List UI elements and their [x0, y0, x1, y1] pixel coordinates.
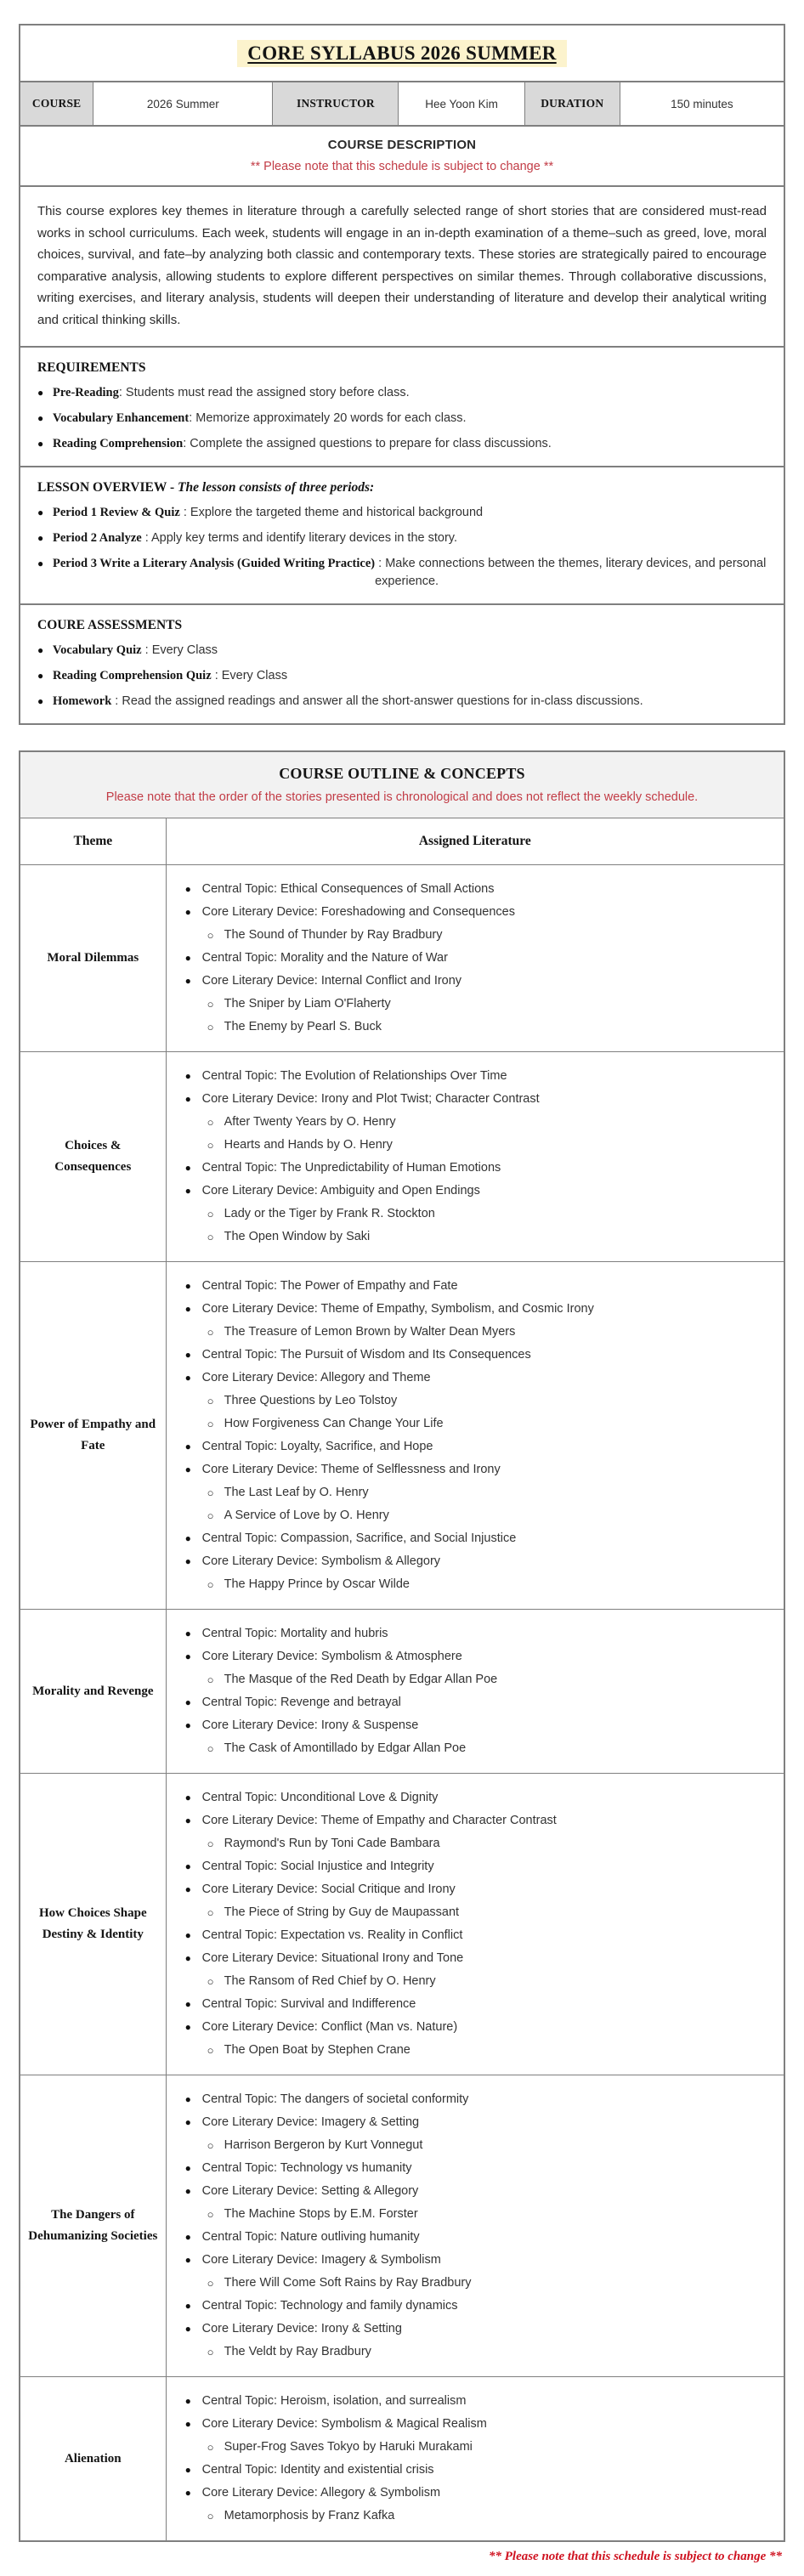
topic-bullet-icon: ●: [184, 1280, 191, 1292]
topic-text: Core Literary Device: Ambiguity and Open Endings: [201, 1184, 480, 1197]
topic-text: Core Literary Device: Situational Irony and Tone: [201, 1951, 464, 1965]
theme-cell: Choices & Consequences: [54, 1139, 132, 1174]
story-line: [207, 2272, 772, 2295]
story-title: Lady or the Tiger by Frank R. Stockton: [224, 1207, 435, 1220]
syllabus-info-table: [19, 24, 785, 725]
outline-row: [20, 1773, 784, 2075]
topic-line: [185, 2249, 772, 2272]
story-title: Three Questions by Leo Tolstoy: [224, 1394, 398, 1407]
story-title: The Masque of the Red Death by Edgar Allan Poe: [224, 1673, 498, 1686]
story-line: [207, 1321, 772, 1344]
item-label: Homework: [53, 694, 112, 708]
topic-line: [185, 2482, 772, 2505]
topic-line: [185, 1878, 772, 1901]
topic-text: Core Literary Device: Imagery & Setting: [201, 2115, 420, 2129]
description-header: [20, 125, 784, 185]
topic-bullet-icon: ●: [184, 2464, 191, 2476]
list-item: [37, 384, 767, 402]
story-line: [207, 1413, 772, 1435]
story-circle-icon: ○: [207, 1486, 214, 1499]
theme-cell: The Dangers of Dehumanizing Societies: [28, 2208, 158, 2243]
story-line: [207, 2436, 772, 2459]
topic-line: [185, 1344, 772, 1367]
topic-line: [185, 2157, 772, 2180]
topic-bullet-icon: ●: [184, 1532, 191, 1544]
topic-bullet-icon: ●: [184, 1185, 191, 1197]
course-outline-table: [19, 750, 785, 2542]
topic-line: [185, 970, 772, 993]
topic-bullet-icon: ●: [184, 1696, 191, 1708]
topic-line: [185, 1622, 772, 1645]
item-label: Reading Comprehension: [53, 437, 184, 450]
story-line: [207, 1504, 772, 1527]
lesson-overview-title: LESSON OVERVIEW: [37, 480, 167, 495]
topic-text: Core Literary Device: Allegory & Symbolism: [201, 2486, 441, 2500]
topic-text: Central Topic: Morality and the Nature of War: [201, 951, 448, 965]
story-line: [207, 1226, 772, 1248]
topic-bullet-icon: ●: [184, 2093, 191, 2105]
topic-bullet-icon: ●: [184, 1372, 191, 1384]
item-label: Vocabulary Enhancement: [53, 411, 190, 425]
story-circle-icon: ○: [207, 1742, 214, 1755]
story-circle-icon: ○: [207, 2346, 214, 2358]
topic-bullet-icon: ●: [184, 1815, 191, 1826]
topic-text: Core Literary Device: Social Critique and Irony: [201, 1882, 456, 1896]
story-title: The Treasure of Lemon Brown by Walter Dean Myers: [224, 1325, 516, 1339]
topic-bullet-icon: ●: [184, 1464, 191, 1475]
topic-bullet-icon: ●: [184, 1952, 191, 1964]
story-title: The Machine Stops by E.M. Forster: [224, 2207, 418, 2221]
topic-line: [185, 1088, 772, 1111]
topic-bullet-icon: ●: [184, 2021, 191, 2033]
topic-line: [185, 2295, 772, 2318]
item-label: Reading Comprehension Quiz: [53, 669, 212, 682]
requirements-section: [20, 346, 784, 466]
topic-text: Core Literary Device: Theme of Empathy and Character Contrast: [201, 1814, 557, 1827]
topic-bullet-icon: ●: [184, 2418, 191, 2430]
topic-bullet-icon: ●: [184, 2487, 191, 2499]
item-text: : Complete the assigned questions to prepare for class discussions.: [183, 437, 552, 450]
story-title: There Will Come Soft Rains by Ray Bradbury: [224, 2276, 472, 2290]
lesson-overview-subtitle: The lesson consists of three periods:: [178, 480, 375, 495]
topic-bullet-icon: ●: [184, 1929, 191, 1941]
assessments-list: [37, 642, 767, 711]
item-text: : Every Class: [141, 643, 218, 657]
story-circle-icon: ○: [207, 929, 214, 942]
outline-row: [20, 864, 784, 1051]
story-line: [207, 2203, 772, 2226]
topic-text: Central Topic: The Power of Empathy and Fate: [201, 1279, 458, 1293]
outline-column-header: [20, 818, 784, 864]
story-circle-icon: ○: [207, 1418, 214, 1430]
topic-line: [185, 2413, 772, 2436]
topic-line: [185, 1993, 772, 2016]
topic-text: Central Topic: Heroism, isolation, and surrealism: [201, 2394, 467, 2408]
topic-text: Central Topic: The Evolution of Relationships Over Time: [201, 1069, 507, 1083]
topic-line: [185, 878, 772, 901]
theme-cell: How Choices Shape Destiny & Identity: [38, 1906, 147, 1941]
lesson-overview-heading: [37, 478, 767, 496]
topic-text: Central Topic: Mortality and hubris: [201, 1627, 388, 1640]
outline-row: [20, 1261, 784, 1609]
story-title: A Service of Love by O. Henry: [224, 1509, 389, 1522]
topic-line: [185, 1298, 772, 1321]
topic-text: Core Literary Device: Conflict (Man vs. Nature): [201, 2020, 458, 2034]
topic-line: [185, 1157, 772, 1180]
outline-row: [20, 2376, 784, 2540]
topic-text: Central Topic: Technology vs humanity: [201, 2161, 412, 2175]
topic-bullet-icon: ●: [184, 1162, 191, 1174]
topic-text: Core Literary Device: Theme of Selflessness and Irony: [201, 1463, 501, 1476]
course-label: COURSE: [20, 82, 93, 125]
topic-line: [185, 901, 772, 924]
story-title: Raymond's Run by Toni Cade Bambara: [224, 1837, 440, 1850]
topic-text: Central Topic: Technology and family dynamics: [201, 2299, 458, 2313]
topic-bullet-icon: ●: [184, 2231, 191, 2243]
topic-text: Core Literary Device: Symbolism & Allegory: [201, 1554, 441, 1568]
assessments-section: [20, 603, 784, 723]
story-circle-icon: ○: [207, 2139, 214, 2152]
story-line: [207, 1134, 772, 1157]
item-text: : Read the assigned readings and answer all the short-answer questions for in-class discussions.: [111, 694, 643, 708]
story-circle-icon: ○: [207, 1673, 214, 1686]
topic-line: [185, 2390, 772, 2413]
topic-bullet-icon: ●: [184, 952, 191, 964]
story-circle-icon: ○: [207, 2277, 214, 2290]
story-circle-icon: ○: [207, 2208, 214, 2221]
topic-line: [185, 2016, 772, 2039]
story-line: [207, 1016, 772, 1039]
item-label: Vocabulary Quiz: [53, 643, 142, 657]
topic-line: [185, 1435, 772, 1458]
story-circle-icon: ○: [207, 1326, 214, 1339]
topic-text: Central Topic: Compassion, Sacrifice, and Social Injustice: [201, 1531, 517, 1545]
topic-line: [185, 1947, 772, 1970]
table-gap: [19, 725, 785, 750]
literature-cell: [166, 1262, 784, 1609]
outline-row: [20, 1609, 784, 1773]
lesson-overview-list: [37, 504, 770, 591]
topic-line: [185, 1367, 772, 1390]
story-line: [207, 1203, 772, 1226]
story-circle-icon: ○: [207, 1906, 214, 1919]
topic-line: [185, 1855, 772, 1878]
topic-line: [185, 1275, 772, 1298]
literature-cell: [166, 2377, 784, 2540]
topic-text: Central Topic: Expectation vs. Reality in Conflict: [201, 1928, 463, 1942]
topic-bullet-icon: ●: [184, 2395, 191, 2407]
topic-bullet-icon: ●: [184, 975, 191, 987]
outline-row: [20, 2075, 784, 2376]
schedule-change-note: ** Please note that this schedule is subject to change **: [250, 160, 554, 173]
topic-line: [185, 1924, 772, 1947]
topic-line: [185, 1786, 772, 1809]
topic-text: Core Literary Device: Setting & Allegory: [201, 2184, 419, 2198]
story-title: The Cask of Amontillado by Edgar Allan Poe: [224, 1741, 467, 1755]
topic-text: Core Literary Device: Irony and Plot Twist; Character Contrast: [201, 1092, 540, 1106]
topic-line: [185, 2318, 772, 2341]
story-circle-icon: ○: [207, 1395, 214, 1407]
assessments-heading: COURE ASSESSMENTS: [37, 618, 183, 632]
topic-text: Central Topic: Identity and existential crisis: [201, 2463, 434, 2477]
literature-column-header: Assigned Literature: [166, 818, 784, 864]
topic-text: Central Topic: Revenge and betrayal: [201, 1696, 401, 1709]
story-title: The Happy Prince by Oscar Wilde: [224, 1577, 410, 1591]
topic-line: [185, 1550, 772, 1573]
topic-line: [185, 1645, 772, 1668]
story-title: The Enemy by Pearl S. Buck: [224, 1020, 382, 1033]
topic-bullet-icon: ●: [184, 2300, 191, 2312]
item-label: Pre-Reading: [53, 386, 119, 399]
bullet-icon: ●: [37, 507, 44, 518]
story-circle-icon: ○: [207, 1578, 214, 1591]
item-label: Period 1 Review & Quiz: [53, 506, 180, 519]
topic-line: [185, 2459, 772, 2482]
topic-bullet-icon: ●: [184, 2162, 191, 2174]
story-line: [207, 1573, 772, 1596]
list-item: [37, 693, 767, 711]
topic-line: [185, 2226, 772, 2249]
item-label: Period 2 Analyze: [53, 531, 142, 545]
list-item: [37, 410, 767, 427]
story-line: [207, 1832, 772, 1855]
outline-header: [20, 752, 784, 818]
topic-text: Central Topic: Social Injustice and Integrity: [201, 1860, 434, 1873]
item-text: : Make connections between the themes, literary devices, and personal experience.: [375, 557, 770, 588]
topic-bullet-icon: ●: [184, 1093, 191, 1105]
bullet-icon: ●: [37, 644, 44, 656]
story-title: How Forgiveness Can Change Your Life: [224, 1417, 444, 1430]
item-text: : Memorize approximately 20 words for each class.: [189, 411, 467, 425]
story-line: [207, 2039, 772, 2062]
story-line: [207, 1111, 772, 1134]
theme-column-header: Theme: [73, 834, 113, 848]
instructor-label: INSTRUCTOR: [272, 82, 398, 125]
outline-heading: COURSE OUTLINE & CONCEPTS: [279, 765, 525, 782]
topic-bullet-icon: ●: [184, 1555, 191, 1567]
topic-bullet-icon: ●: [184, 2323, 191, 2335]
topic-bullet-icon: ●: [184, 1860, 191, 1872]
list-item: [37, 435, 767, 453]
topic-text: Core Literary Device: Irony & Suspense: [201, 1718, 419, 1732]
topic-text: Central Topic: Survival and Indifference: [201, 1997, 416, 2011]
literature-cell: [166, 1774, 784, 2075]
story-line: [207, 1390, 772, 1413]
story-title: The Ransom of Red Chief by O. Henry: [224, 1974, 436, 1988]
story-title: Metamorphosis by Franz Kafka: [224, 2509, 395, 2522]
list-item: [37, 667, 767, 685]
story-circle-icon: ○: [207, 1509, 214, 1522]
topic-bullet-icon: ●: [184, 2116, 191, 2128]
story-circle-icon: ○: [207, 2510, 214, 2522]
topic-text: Core Literary Device: Irony & Setting: [201, 2322, 402, 2335]
story-line: [207, 1737, 772, 1760]
item-text: : Apply key terms and identify literary devices in the story.: [141, 531, 457, 545]
topic-bullet-icon: ●: [184, 1719, 191, 1731]
topic-line: [185, 947, 772, 970]
outline-note: Please note that the order of the stories presented is chronological and does not reflect the weekly schedule.: [105, 790, 699, 804]
story-line: [207, 1668, 772, 1691]
topic-text: Core Literary Device: Theme of Empathy, Symbolism, and Cosmic Irony: [201, 1302, 594, 1316]
topic-bullet-icon: ●: [184, 1349, 191, 1361]
literature-cell: [166, 2075, 784, 2376]
lesson-overview-separator: -: [167, 480, 178, 495]
topic-line: [185, 1691, 772, 1714]
title-row: [20, 25, 784, 81]
item-text: : Every Class: [211, 669, 288, 682]
outline-row: [20, 1051, 784, 1261]
topic-bullet-icon: ●: [184, 1441, 191, 1452]
topic-line: [185, 1065, 772, 1088]
topic-line: [185, 2180, 772, 2203]
story-line: [207, 2341, 772, 2364]
topic-text: Central Topic: Nature outliving humanity: [201, 2230, 420, 2244]
story-circle-icon: ○: [207, 1231, 214, 1243]
topic-bullet-icon: ●: [184, 2185, 191, 2197]
bullet-icon: ●: [37, 532, 44, 544]
story-circle-icon: ○: [207, 1139, 214, 1152]
course-info-row: [20, 81, 784, 125]
topic-line: [185, 2088, 772, 2111]
story-circle-icon: ○: [207, 1116, 214, 1129]
story-line: [207, 924, 772, 947]
story-title: Super-Frog Saves Tokyo by Haruki Murakami: [224, 2440, 473, 2454]
bullet-icon: ●: [37, 412, 44, 424]
story-title: Hearts and Hands by O. Henry: [224, 1138, 393, 1152]
topic-bullet-icon: ●: [184, 1883, 191, 1895]
topic-text: Core Literary Device: Imagery & Symbolism: [201, 2253, 441, 2267]
story-line: [207, 2505, 772, 2528]
literature-cell: [166, 865, 784, 1051]
theme-cell: Morality and Revenge: [32, 1684, 154, 1698]
story-line: [207, 2134, 772, 2157]
topic-text: Core Literary Device: Internal Conflict and Irony: [201, 974, 462, 988]
theme-cell: Power of Empathy and Fate: [30, 1418, 156, 1452]
footer-schedule-note: ** Please note that this schedule is subject to change **: [488, 2550, 782, 2563]
story-circle-icon: ○: [207, 1208, 214, 1220]
story-line: [207, 993, 772, 1016]
topic-text: Core Literary Device: Foreshadowing and Consequences: [201, 905, 515, 919]
story-circle-icon: ○: [207, 1021, 214, 1033]
story-circle-icon: ○: [207, 1837, 214, 1850]
story-title: After Twenty Years by O. Henry: [224, 1115, 396, 1129]
story-title: Harrison Bergeron by Kurt Vonnegut: [224, 2138, 423, 2152]
story-line: [207, 1901, 772, 1924]
topic-text: Central Topic: The Pursuit of Wisdom and Its Consequences: [201, 1348, 531, 1362]
bullet-icon: ●: [37, 670, 44, 682]
topic-bullet-icon: ●: [184, 1792, 191, 1803]
bullet-icon: ●: [37, 387, 44, 399]
story-circle-icon: ○: [207, 998, 214, 1011]
item-text: : Students must read the assigned story before class.: [118, 386, 410, 399]
bullet-icon: ●: [37, 558, 44, 569]
topic-text: Central Topic: Loyalty, Sacrifice, and Hope: [201, 1440, 433, 1453]
topic-line: [185, 1458, 772, 1481]
topic-bullet-icon: ●: [184, 1998, 191, 2010]
outline-rows: [20, 864, 784, 2540]
literature-cell: [166, 1610, 784, 1773]
story-title: The Veldt by Ray Bradbury: [224, 2345, 371, 2358]
literature-cell: [166, 1052, 784, 1261]
story-circle-icon: ○: [207, 1975, 214, 1988]
description-heading: COURSE DESCRIPTION: [327, 138, 477, 152]
topic-bullet-icon: ●: [184, 2254, 191, 2266]
lesson-overview-section: [20, 466, 784, 603]
instructor-value: Hee Yoon Kim: [398, 82, 524, 125]
topic-bullet-icon: ●: [184, 1070, 191, 1082]
bullet-icon: ●: [37, 438, 44, 450]
topic-line: [185, 1180, 772, 1203]
list-item: [37, 555, 770, 591]
topic-bullet-icon: ●: [184, 883, 191, 895]
topic-text: Central Topic: The dangers of societal conformity: [201, 2092, 469, 2106]
story-title: The Sound of Thunder by Ray Bradbury: [224, 928, 443, 942]
topic-bullet-icon: ●: [184, 1628, 191, 1639]
list-item: [37, 529, 767, 547]
topic-bullet-icon: ●: [184, 1650, 191, 1662]
story-title: The Piece of String by Guy de Maupassant: [224, 1905, 460, 1919]
story-title: The Sniper by Liam O'Flaherty: [224, 997, 391, 1011]
topic-text: Core Literary Device: Symbolism & Atmosphere: [201, 1650, 462, 1663]
topic-text: Core Literary Device: Allegory and Theme: [201, 1371, 431, 1384]
page-title: CORE SYLLABUS 2026 SUMMER: [237, 40, 566, 67]
topic-line: [185, 1527, 772, 1550]
topic-line: [185, 1714, 772, 1737]
topic-line: [185, 2111, 772, 2134]
story-circle-icon: ○: [207, 2044, 214, 2057]
bullet-icon: ●: [37, 695, 44, 707]
story-circle-icon: ○: [207, 2441, 214, 2454]
story-title: The Open Boat by Stephen Crane: [224, 2043, 410, 2057]
list-item: [37, 642, 767, 660]
story-title: The Last Leaf by O. Henry: [224, 1486, 369, 1499]
theme-cell: Alienation: [64, 2451, 122, 2466]
story-line: [207, 1970, 772, 1993]
topic-text: Central Topic: Unconditional Love & Dignity: [201, 1791, 439, 1804]
topic-bullet-icon: ●: [184, 1303, 191, 1315]
item-text: : Explore the targeted theme and historical background: [179, 506, 484, 519]
duration-value: 150 minutes: [620, 82, 784, 125]
topic-line: [185, 1809, 772, 1832]
description-body: This course explores key themes in literature through a carefully selected range of short stories that are considered must-read works in school curriculums. Each week, students will engage in an in-depth examination of a theme–such as greed, love, moral choices, survival, and fate–by analyzing both classic and contemporary texts. These stories are strategically paired to encourage comparative analysis, allowing students to explore different perspectives on similar themes. Through collaborative discussions, writing exercises, and literary analysis, students will deepen their understanding of literature and develop their analytical writing and critical thinking skills.: [20, 185, 784, 346]
story-title: The Open Window by Saki: [224, 1230, 371, 1243]
course-value: 2026 Summer: [93, 82, 272, 125]
theme-cell: Moral Dilemmas: [47, 951, 139, 965]
topic-bullet-icon: ●: [184, 906, 191, 918]
requirements-list: [37, 384, 767, 453]
requirements-heading: REQUIREMENTS: [37, 360, 146, 375]
topic-text: Central Topic: Ethical Consequences of Small Actions: [201, 882, 495, 896]
item-label: Period 3 Write a Literary Analysis (Guided Writing Practice): [53, 557, 376, 570]
topic-text: Central Topic: The Unpredictability of Human Emotions: [201, 1161, 501, 1175]
duration-label: DURATION: [524, 82, 620, 125]
topic-text: Core Literary Device: Symbolism & Magical Realism: [201, 2417, 487, 2431]
list-item: [37, 504, 767, 522]
story-line: [207, 1481, 772, 1504]
